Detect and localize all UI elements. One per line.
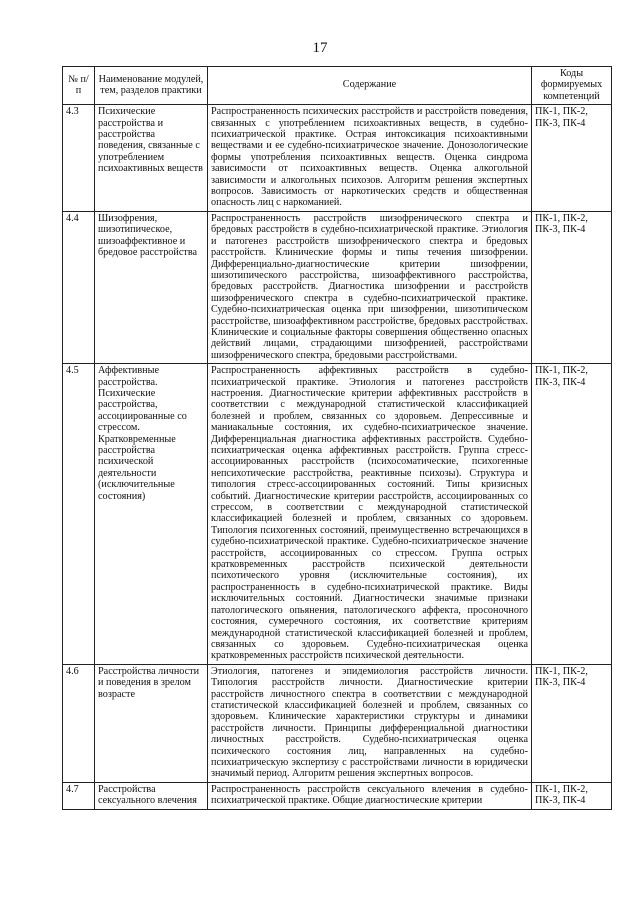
header-num: № п/п (63, 67, 95, 105)
row-codes: ПК-1, ПК-2, ПК-3, ПК-4 (532, 782, 612, 809)
row-num: 4.7 (63, 782, 95, 809)
row-num: 4.6 (63, 664, 95, 782)
table-row (63, 364, 612, 665)
row-topic: Шизофрения, шизотипическое, шизоаффективное и бредовое расстройства (95, 211, 208, 363)
row-topic: Расстройства сексуального влечения (95, 782, 208, 809)
row-codes: ПК-1, ПК-2, ПК-3, ПК-4 (532, 364, 612, 665)
table-row (63, 664, 612, 782)
header-content: Содержание (208, 67, 532, 105)
header-topic: Наименование модулей, тем, разделов практики (95, 67, 208, 105)
row-topic: Расстройства личности и поведения в зрелом возрасте (95, 664, 208, 782)
table-row (63, 211, 612, 363)
header-codes: Коды формируемых компетенций (532, 67, 612, 105)
curriculum-table (62, 66, 612, 810)
row-codes: ПК-1, ПК-2, ПК-3, ПК-4 (532, 664, 612, 782)
row-num: 4.4 (63, 211, 95, 363)
row-num: 4.3 (63, 105, 95, 212)
table-row (63, 782, 612, 809)
row-codes: ПК-1, ПК-2, ПК-3, ПК-4 (532, 211, 612, 363)
table-header-row (63, 67, 612, 105)
row-content: Этиология, патогенез и эпидемиология расстройств личности. Типология расстройств личности. Диагностические критерии расстройств личностного спектра в соответствии с международной статистической классификацией болезней и проблем, связанных со здоровьем. Клинические характеристики структуры и динамики расстройств личности. Принципы дифференциальной диагностики личностных расстройств. Судебно-психиатрическая оценка психического состояния лиц, направленных на судебно-психиатрическую экспертизу с расстройствами личности в юридически значимый период. Алгоритм решения экспертных вопросов. (208, 664, 532, 782)
page-number: 17 (312, 40, 328, 56)
page-bottom-margin (0, 860, 640, 905)
row-content: Распространенность психических расстройств и расстройств поведения, связанных с употреблением психоактивных веществ, в судебно-психиатрической практике. Острая интоксикация психоактивными веществами и ее судебно-психиатрическое значение. Донозологические формы употребления психоактивных веществ. Оценка синдрома зависимости от психоактивных веществ. Оценка алкогольной зависимости и алкогольных психозов. Алгоритм решения экспертных вопросов. Зависимость от наркотических средств и общественная опасность лиц с наркоманией. (208, 105, 532, 212)
row-topic: Психические расстройства и расстройства поведения, связанные с употреблением психоактивных веществ (95, 105, 208, 212)
row-content: Распространенность расстройств сексуального влечения в судебно-психиатрической практике. Общие диагностические критерии (208, 782, 532, 809)
row-num: 4.5 (63, 364, 95, 665)
row-topic: Аффективные расстройства. Психические расстройства, ассоциированные со стрессом. Кратковременные расстройства психической деятельности (исключительные состояния) (95, 364, 208, 665)
row-content: Распространенность аффективных расстройств в судебно-психиатрической практике. Этиология и патогенез расстройств настроения. Диагностические критерии аффективных расстройств в соответствии с международной статистической классификацией болезней и проблем, связанных со здоровьем. Депрессивные и маниакальные состояния, их судебно-психиатрическое значение. Дифференциальная диагностика аффективных расстройств. Судебно-психиатрическая оценка аффективных расстройств. Группа стресс-ассоциированных расстройств (психосоматические, психогенные непсихотические расстройства, реактивные психозы). Структура и типология стресс-ассоциированных состояний. Типы кризисных событий. Диагностические критерии расстройств, ассоциированных со стрессом, в соответствии с международной статистической классификацией болезней и проблем, связанных со здоровьем. Типология психогенных состояний, преимущественно встречающихся в судебно-психиатрической практике. Судебно-психиатрическое значение расстройств, ассоциированных со стрессом. Группа острых кратковременных расстройств психической деятельности психотического уровня (исключительные состояния), их распространенность в судебно-психиатрической практике. Виды исключительных состояний. Диагностически значимые признаки патологического опьянения, патологического аффекта, просоночного состояния, сумеречного состояния, их соответствие критериям международной статистической классификацией болезней и проблем, связанных со здоровьем. Судебно-психиатрическая оценка кратковременных расстройств психической деятельности. (208, 364, 532, 665)
row-content: Распространенность расстройств шизофренического спектра и бредовых расстройств в судебно-психиатрической практике. Этиология и патогенез расстройств шизофренического спектра и бредовых расстройств. Клинические формы и типы течения шизофрении. Дифференциально-диагностические критерии шизофрении, шизотипического расстройства, шизоаффективного расстройства, бредовых расстройств. Диагностика шизофрении и расстройств шизофренического спектра в судебно-психиатрической практике. Судебно-психиатрическая оценка при шизофрении, шизотипическом расстройстве, шизоаффективном расстройстве, бредовых расстройствах. Клинические и социальные факторы совершения общественно опасных действий лицами, страдающими шизофренией, расстройствами шизофренического спектра, бредовыми расстройствами. (208, 211, 532, 363)
row-codes: ПК-1, ПК-2, ПК-3, ПК-4 (532, 105, 612, 212)
table-row (63, 105, 612, 212)
